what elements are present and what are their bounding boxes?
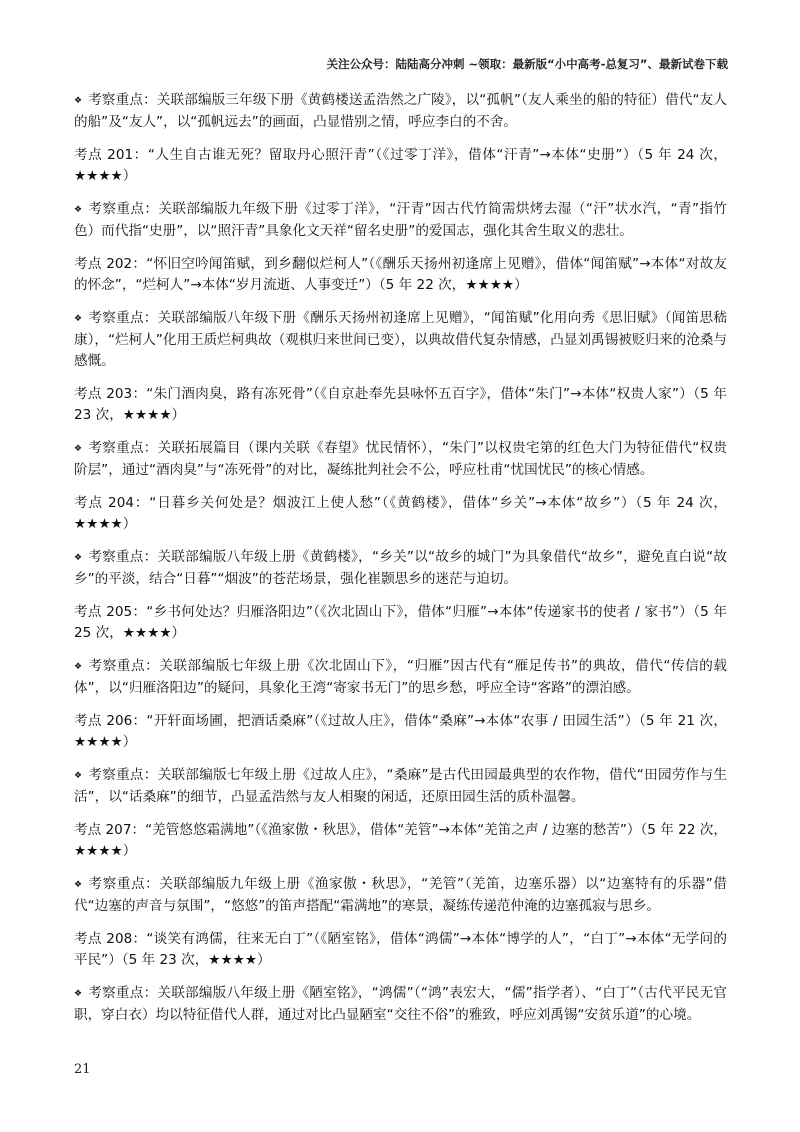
exam-point-paragraph xyxy=(74,493,727,535)
exam-point-paragraph xyxy=(74,929,727,971)
document-body xyxy=(74,90,727,1038)
diamond-bullet-icon: ❖ xyxy=(74,205,83,215)
diamond-bullet-icon: ❖ xyxy=(74,314,83,324)
paragraph-text: 考点 205：“乡书何处达？归雁洛阳边”（《次北固山下》，借体“归雁”→本体“传递家书的使者 / 家书”）（5 年 25 次，★★★★） xyxy=(74,604,727,641)
key-note-paragraph xyxy=(74,308,727,372)
paragraph-text: 考点 207：“羌管悠悠霜满地”（《渔家傲・秋思》，借体“羌管”→本体“羌笛之声 / 边塞的愁苦”）（5 年 22 次，★★★★） xyxy=(74,822,727,859)
paragraph-text: 考察重点：关联部编版七年级上册《次北固山下》，“归雁”因古代有“雁足传书”的典故，借代“传信的载体”，以“归雁洛阳边”的疑问，具象化王湾“寄家书无门”的思乡愁，呼应全诗“客路”的漂泊感。 xyxy=(74,658,727,696)
key-note-paragraph xyxy=(74,438,727,481)
paragraph-text: 考察重点：关联部编版九年级下册《过零丁洋》，“汗青”因古代竹简需烘烤去湿（“汗”状水汽，“青”指竹色）而代指“史册”，以“照汗青”具象化文天祥“留名史册”的爱国志，强化其舍生取义的悲壮。 xyxy=(74,201,728,239)
key-note-paragraph xyxy=(74,547,727,590)
paragraph-text: 考点 202：“怀旧空吟闻笛赋，到乡翻似烂柯人”（《酬乐天扬州初逢席上见赠》，借体“闻笛赋”→本体“对故友的怀念”，“烂柯人”→本体“岁月流逝、人事变迁”）（5 年 22 次，★★★★） xyxy=(74,256,727,293)
exam-point-paragraph xyxy=(74,254,727,296)
key-note-paragraph xyxy=(74,656,727,699)
paragraph-text: 考察重点：关联部编版九年级上册《渔家傲・秋思》，“羌管”（羌笛，边塞乐器）以“边塞特有的乐器”借代“边塞的声音与氛围”，“悠悠”的笛声搭配“霜满地”的寒景，凝练传递范仲淹的边塞孤寂与思乡。 xyxy=(74,876,727,914)
paragraph-text: 考点 208：“谈笑有鸿儒，往来无白丁”（《陋室铭》，借体“鸿儒”→本体“博学的人”，“白丁”→本体“无学问的平民”）（5 年 23 次，★★★★） xyxy=(74,931,727,968)
exam-point-paragraph xyxy=(74,384,727,426)
key-note-paragraph xyxy=(74,199,727,242)
diamond-bullet-icon: ❖ xyxy=(74,662,83,672)
paragraph-text: 考察重点：关联部编版三年级下册《黄鹤楼送孟浩然之广陵》，以“孤帆”（友人乘坐的船的特征）借代“友人的船”及“友人”，以“孤帆远去”的画面，凸显惜别之情，呼应李白的不舍。 xyxy=(74,92,727,130)
diamond-bullet-icon: ❖ xyxy=(74,771,83,781)
key-note-paragraph xyxy=(74,765,727,808)
paragraph-text: 考点 206：“开轩面场圃，把酒话桑麻”（《过故人庄》，借体“桑麻”→本体“农事 / 田园生活”）（5 年 21 次，★★★★） xyxy=(74,713,727,750)
diamond-bullet-icon: ❖ xyxy=(74,96,83,106)
diamond-bullet-icon: ❖ xyxy=(74,989,83,999)
page-number: 21 xyxy=(74,1062,91,1077)
paragraph-text: 考察重点：关联部编版八年级上册《黄鹤楼》，“乡关”以“故乡的城门”为具象借代“故乡”，避免直白说“故乡”的平淡，结合“日暮”“烟波”的苍茫场景，强化崔颢思乡的迷茫与迫切。 xyxy=(74,549,727,587)
paragraph-text: 考察重点：关联部编版七年级上册《过故人庄》，“桑麻”是古代田园最典型的农作物，借代“田园劳作与生活”，以“话桑麻”的细节，凸显孟浩然与友人相聚的闲适，还原田园生活的质朴温馨。 xyxy=(74,767,727,805)
diamond-bullet-icon: ❖ xyxy=(74,553,83,563)
paragraph-text: 考察重点：关联部编版八年级上册《陋室铭》，“鸿儒”（“鸿”表宏大，“儒”指学者）、“白丁”（古代平民无官职，穿白衣）均以特征借代人群，通过对比凸显陋室“交往不俗”的雅致，呼应刘禹锡“安贫乐道”的心境。 xyxy=(74,985,727,1023)
paragraph-text: 考察重点：关联部编版八年级下册《酬乐天扬州初逢席上见赠》，“闻笛赋”化用向秀《思旧赋》（闻笛思嵇康），“烂柯人”化用王质烂柯典故（观棋归来世间已变），以典故借代复杂情感，凸显刘禹锡被贬归来的沧桑与感慨。 xyxy=(74,310,727,369)
paragraph-text: 考点 201：“人生自古谁无死？留取丹心照汗青”（《过零丁洋》，借体“汗青”→本体“史册”）（5 年 24 次，★★★★） xyxy=(74,147,727,184)
key-note-paragraph xyxy=(74,874,727,917)
paragraph-text: 考点 203：“朱门酒肉臭，路有冻死骨”（《自京赴奉先县咏怀五百字》，借体“朱门”→本体“权贵人家”）（5 年 23 次，★★★★） xyxy=(74,386,727,423)
diamond-bullet-icon: ❖ xyxy=(74,444,83,454)
exam-point-paragraph xyxy=(74,820,727,862)
key-note-paragraph xyxy=(74,983,727,1026)
page-header: 关注公众号：陆陆高分冲刺 ~领取：最新版“小中高考-总复习”、最新试卷下载 xyxy=(326,57,728,71)
exam-point-paragraph xyxy=(74,145,727,187)
exam-point-paragraph xyxy=(74,711,727,753)
key-note-paragraph xyxy=(74,90,727,133)
paragraph-text: 考察重点：关联拓展篇目（课内关联《春望》忧民情怀），“朱门”以权贵宅第的红色大门为特征借代“权贵阶层”，通过“酒肉臭”与“冻死骨”的对比，凝练批判社会不公，呼应杜甫“忧国忧民”的核心情感。 xyxy=(74,440,727,478)
diamond-bullet-icon: ❖ xyxy=(74,880,83,890)
exam-point-paragraph xyxy=(74,602,727,644)
paragraph-text: 考点 204：“日暮乡关何处是？烟波江上使人愁”（《黄鹤楼》，借体“乡关”→本体“故乡”）（5 年 24 次，★★★★） xyxy=(74,495,727,532)
